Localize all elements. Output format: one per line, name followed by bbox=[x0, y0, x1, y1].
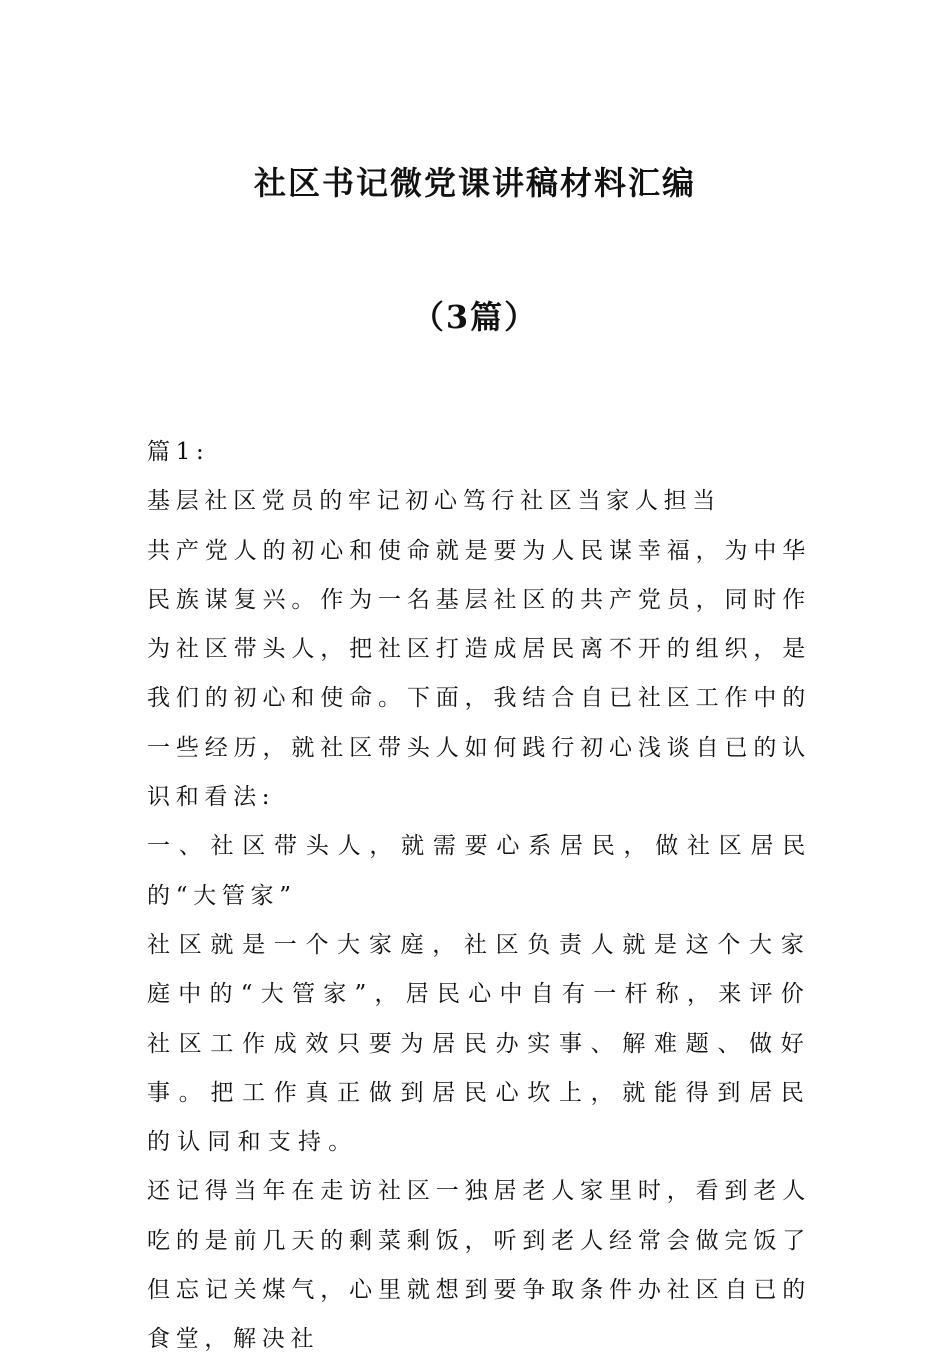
subsection-heading: 一、社区带头人，就需要心系居民，做社区居民的“大管家” bbox=[147, 833, 811, 909]
body-paragraph: 共产党人的初心和使命就是要为人民谋幸福，为中华民族谋复兴。作为一名基层社区的共产党员，同时作为社区带头人，把社区打造成居民离不开的组织，是我们的初心和使命。下面，我结合自已社区工作中的一些经历，就社区带头人如何践行初心浅谈自已的认识和看法: bbox=[147, 537, 811, 811]
document-body bbox=[147, 428, 811, 1365]
body-paragraph: 社区就是一个大家庭，社区负责人就是这个大家庭中的“大管家”，居民心中自有一杆称，来评价社区工作成效只要为居民办实事、解难题、做好事。把工作真正做到居民心坎上，就能得到居民的认同和支持。 bbox=[147, 931, 811, 1156]
document-title: 社区书记微党课讲稿材料汇编 bbox=[253, 164, 696, 202]
article-heading: 基层社区党员的牢记初心笃行社区当家人担当 bbox=[147, 488, 721, 515]
section-label: 篇1: bbox=[147, 439, 210, 465]
document-subtitle: （3篇） bbox=[411, 298, 539, 336]
body-paragraph: 还记得当年在走访社区一独居老人家里时，看到老人吃的是前几天的剩菜剩饭，听到老人经常会做完饭了但忘记关煤气，心里就想到要争取条件办社区自已的食堂，解决社 bbox=[147, 1178, 811, 1353]
